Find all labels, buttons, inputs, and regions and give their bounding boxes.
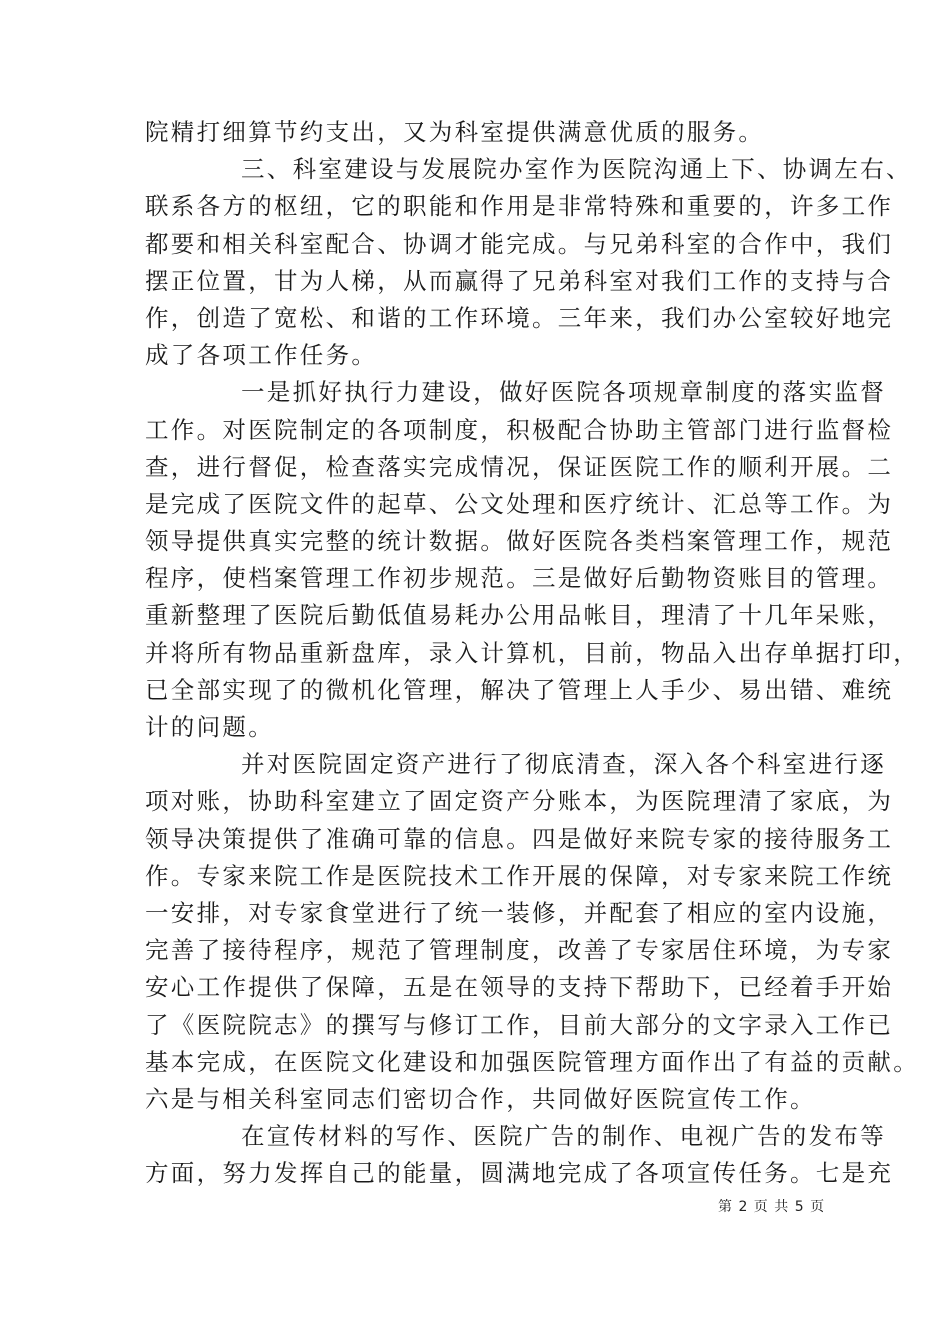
text-line: 基本完成，在医院文化建设和加强医院管理方面作出了有益的贡献。 [145, 1047, 919, 1076]
text-line: 是完成了医院文件的起草、公文处理和医疗统计、汇总等工作。为 [145, 489, 894, 518]
text-line: 已全部实现了的微机化管理，解决了管理上人手少、易出错、难统 [145, 675, 894, 704]
paragraph [145, 114, 807, 151]
text-line: 一是抓好执行力建设，做好医院各项规章制度的落实监督 [241, 378, 886, 407]
text-line: 并对医院固定资产进行了彻底清查，深入各个科室进行逐 [241, 750, 886, 779]
text-line: 一安排，对专家食堂进行了统一装修，并配套了相应的室内设施， [145, 898, 894, 927]
text-line: 都要和相关科室配合、协调才能完成。与兄弟科室的合作中，我们 [145, 229, 894, 258]
text-line: 方面，努力发挥自己的能量，圆满地完成了各项宣传任务。七是充 [145, 1159, 894, 1188]
paragraph [145, 151, 912, 374]
text-line: 院精打细算节约支出，又为科室提供满意优质的服务。 [145, 118, 765, 146]
text-line: 摆正位置，甘为人梯，从而赢得了兄弟科室对我们工作的支持与合 [145, 266, 894, 295]
text-line: 六是与相关科室同志们密切合作，共同做好医院宣传工作。 [145, 1084, 816, 1113]
document-body [145, 114, 919, 1192]
text-line: 在宣传材料的写作、医院广告的制作、电视广告的发布等 [241, 1122, 886, 1151]
page-number-footer: 第 2 页 共 5 页 [718, 1199, 826, 1215]
paragraph [145, 746, 919, 1118]
text-line: 程序，使档案管理工作初步规范。三是做好后勤物资账目的管理。 [145, 564, 894, 593]
text-line: 计的问题。 [145, 713, 274, 741]
text-line: 作，创造了宽松、和谐的工作环境。三年来，我们办公室较好地完 [145, 303, 894, 332]
text-line: 领导提供真实完整的统计数据。做好医院各类档案管理工作，规范 [145, 527, 894, 556]
text-line: 重新整理了医院后勤低值易耗办公用品帐目，理清了十几年呆账， [145, 601, 894, 630]
text-line: 成了各项工作任务。 [145, 341, 378, 370]
paragraph [145, 1118, 894, 1192]
text-line: 项对账，协助科室建立了固定资产分账本，为医院理清了家底，为 [145, 787, 894, 816]
text-line: 安心工作提供了保障，五是在领导的支持下帮助下，已经着手开始 [145, 973, 894, 1002]
text-line: 查，进行督促，检查落实完成情况，保证医院工作的顺利开展。二 [145, 452, 894, 481]
text-line: 联系各方的枢纽，它的职能和作用是非常特殊和重要的，许多工作 [145, 192, 894, 221]
text-line: 领导决策提供了准确可靠的信息。四是做好来院专家的接待服务工 [145, 824, 894, 853]
text-line: 工作。对医院制定的各项制度，积极配合协助主管部门进行监督检 [145, 415, 894, 444]
paragraph [145, 374, 919, 746]
text-line: 作。专家来院工作是医院技术工作开展的保障，对专家来院工作统 [145, 861, 894, 890]
text-line: 并将所有物品重新盘库，录入计算机，目前，物品入出存单据打印， [145, 638, 919, 667]
text-line: 三、科室建设与发展院办室作为医院沟通上下、协调左右、 [241, 155, 912, 184]
text-line: 了《医院院志》的撰写与修订工作，目前大部分的文字录入工作已 [145, 1010, 894, 1039]
text-line: 完善了接待程序，规范了管理制度，改善了专家居住环境，为专家 [145, 936, 894, 965]
